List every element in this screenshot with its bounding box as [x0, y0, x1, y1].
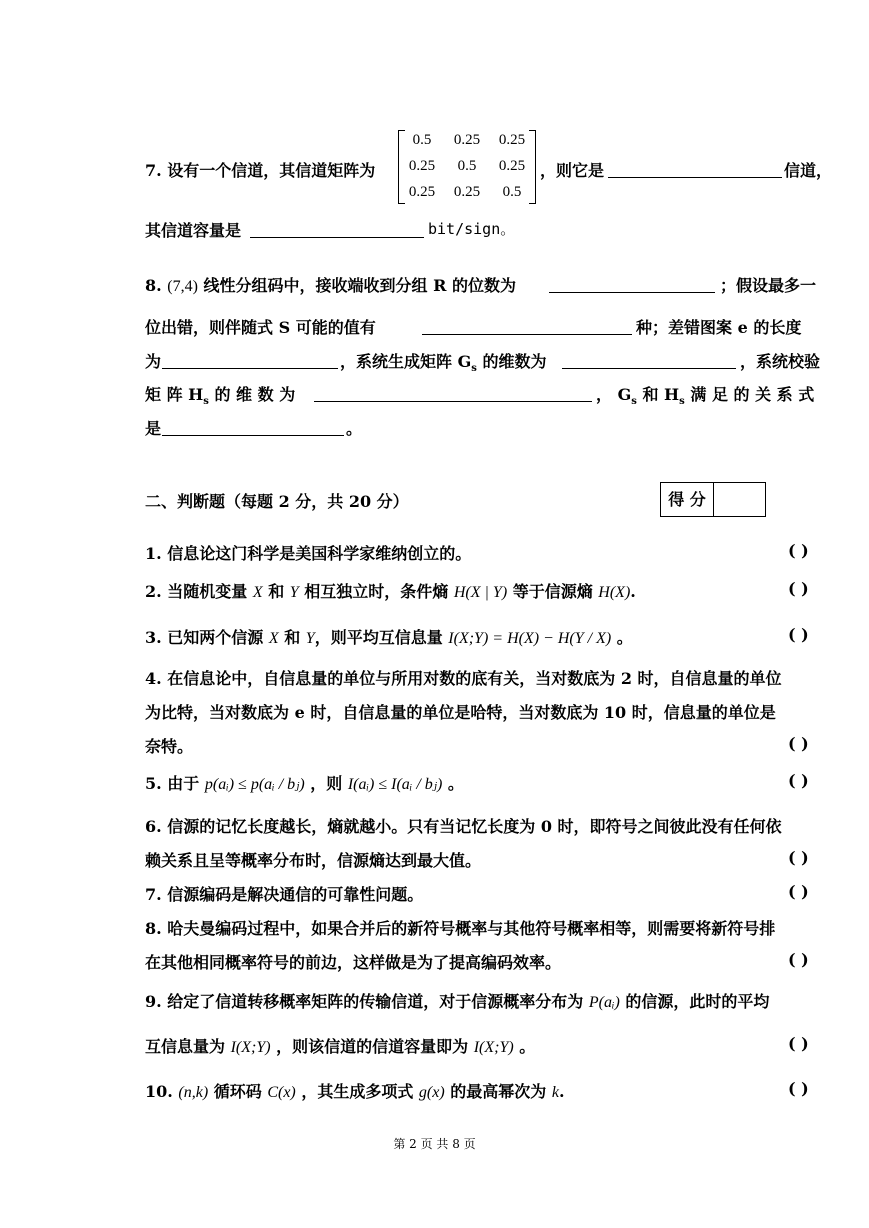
j9-dist: P(aᵢ) — [588, 994, 620, 1011]
page-footer: 第 2 页 共 8 页 — [393, 1137, 476, 1151]
answer-paren[interactable]: ( ) — [788, 625, 809, 644]
j10-nk: (n,k) — [178, 1084, 209, 1101]
q7-blank-capacity[interactable] — [250, 221, 424, 238]
q8-rel-g-sub: s — [631, 396, 637, 408]
j10-text2: ，其生成多项式 — [295, 1082, 419, 1101]
judge-item-9-line2 — [145, 1034, 535, 1057]
judge-item-4-line3: 奈特。 — [145, 737, 194, 756]
q8-rel-text: 满 足 的 关 系 式 — [684, 385, 815, 404]
j3-var-x: X — [268, 630, 279, 647]
judge-item-9-line1 — [145, 989, 769, 1012]
q8-check-sub: s — [203, 396, 209, 408]
j9-text2: 的信源，此时的平均 — [619, 992, 770, 1011]
judge-item-7: 7. 信源编码是解决通信的可靠性问题。 — [145, 885, 424, 904]
q8-rel-g: ， G — [596, 385, 632, 404]
matrix-cell: 0.25 — [498, 132, 526, 148]
q8-blank-syndrome-count[interactable] — [422, 318, 632, 335]
q8-line4-tail — [596, 382, 814, 407]
matrix-cell: 0.5 — [412, 132, 432, 148]
j9-text4: ，则该信道的信道容量即为 — [270, 1037, 474, 1056]
q8-rel-h-sub: s — [679, 396, 685, 408]
q8-blank-bits[interactable] — [549, 276, 715, 293]
j2-entropy: H(X) — [598, 584, 631, 601]
answer-paren[interactable]: ( ) — [788, 950, 809, 969]
j3-formula: I(X;Y) = H(X) − H(Y / X) — [448, 630, 612, 647]
q7-line1-prefix: 7. 设有一个信道，其信道矩阵为 — [145, 161, 376, 180]
q8-blank-gen-dim[interactable] — [562, 352, 736, 369]
q8-line1 — [145, 273, 516, 296]
q8-line5-head: 是 — [145, 419, 162, 438]
j2-cond-entropy: H(X | Y) — [453, 584, 508, 601]
q8-rel-and: 和 H — [636, 385, 680, 404]
judge-item-4-line1: 4. 在信息论中，自信息量的单位与所用对数的底有关，当对数底为 2 时，自信息量的单位 — [145, 669, 782, 688]
q8-line3-tail: ，系统校验 — [740, 352, 821, 371]
q7-line2-label: 其信道容量是 — [145, 221, 242, 240]
judge-item-6-line2: 赖关系且呈等概率分布时，信源熵达到最大值。 — [145, 851, 482, 870]
matrix-cell: 0.5 — [502, 184, 522, 200]
answer-paren[interactable]: ( ) — [788, 882, 809, 901]
q7-unit: bit/sign。 — [428, 220, 516, 238]
j2-and: 和 — [262, 582, 290, 601]
j9-text3: 互信息量为 — [145, 1037, 231, 1056]
j3-var-y: Y — [305, 630, 315, 647]
score-label: 得 分 — [661, 483, 714, 516]
q8-line5-tail: 。 — [346, 419, 363, 438]
answer-paren[interactable]: ( ) — [788, 848, 809, 867]
answer-paren[interactable]: ( ) — [788, 579, 809, 598]
j9-mi: I(X;Y) — [230, 1039, 271, 1056]
judge-item-6-line1: 6. 信源的记忆长度越长，熵就越小。只有当记忆长度为 0 时，即符号之间彼此没有任何依 — [145, 817, 782, 836]
j10-num: 10. — [145, 1082, 179, 1101]
j2-text3: 等于信源熵 — [507, 582, 599, 601]
j10-text: 循环码 — [208, 1082, 268, 1101]
q8-blank-error-length[interactable] — [162, 352, 338, 369]
channel-matrix — [398, 130, 536, 204]
q8-gen-dim-label: 的维数为 — [476, 352, 547, 371]
j3-text2: ，则平均互信息量 — [314, 628, 449, 647]
j3-end: 。 — [611, 628, 633, 647]
q8-line3-head: 为 — [145, 352, 162, 371]
q8-line4-head — [145, 382, 295, 407]
answer-paren[interactable]: ( ) — [788, 771, 809, 790]
j9-mi2: I(X;Y) — [473, 1039, 514, 1056]
matrix-cell: 0.5 — [457, 158, 477, 174]
answer-paren[interactable]: ( ) — [788, 1079, 809, 1098]
answer-paren[interactable]: ( ) — [788, 1034, 809, 1053]
judge-item-4-line2: 为比特，当对数底为 e 时，自信息量的单位是哈特，当对数底为 10 时，信息量的单位是 — [145, 703, 776, 722]
answer-paren[interactable]: ( ) — [788, 734, 809, 753]
judge-item-8-line2: 在其他相同概率符号的前边，这样做是为了提高编码效率。 — [145, 953, 562, 972]
judge-item-3 — [145, 625, 633, 648]
q8-line3-mid — [340, 349, 546, 374]
q8-line2-head: 位出错，则伴随式 S 可能的值有 — [145, 318, 376, 337]
matrix-cell: 0.25 — [408, 184, 436, 200]
q7-line1-suffix: 信道， — [784, 161, 833, 180]
j10-gx: g(x) — [418, 1084, 445, 1101]
judge-item-2 — [145, 579, 636, 602]
judge-item-8-line1: 8. 哈夫曼编码过程中，如果合并后的新符号概率与其他符号概率相等，则需要将新符号排 — [145, 919, 776, 938]
q8-blank-relation[interactable] — [162, 419, 344, 436]
j2-text2: 相互独立时，条件熵 — [298, 582, 454, 601]
j5-text: 5. 由于 — [145, 774, 205, 793]
q8-check-dim-label: 的 维 数 为 — [208, 385, 296, 404]
q8-blank-check-dim[interactable] — [314, 385, 592, 402]
j5-then: ，则 — [304, 774, 348, 793]
matrix-cell: 0.25 — [408, 158, 436, 174]
q8-line2-tail: 种；差错图案 e 的长度 — [636, 318, 802, 337]
j2-end: . — [630, 582, 636, 601]
score-box — [660, 482, 766, 517]
j10-end: . — [558, 1082, 565, 1101]
q8-num: 8. — [145, 276, 168, 295]
q8-gen-label: ，系统生成矩阵 G — [340, 352, 472, 371]
j10-k: k — [551, 1084, 559, 1101]
j3-and: 和 — [278, 628, 306, 647]
q8-line1-tail: ；假设最多一 — [720, 276, 817, 295]
q8-check-label: 矩 阵 H — [145, 385, 204, 404]
judge-item-10 — [145, 1079, 565, 1102]
j5-formula1: p(aᵢ) ≤ p(aᵢ / bⱼ) — [204, 776, 305, 793]
q8-text: 线性分组码中，接收端收到分组 R 的位数为 — [197, 276, 516, 295]
q7-line1-mid: ，则它是 — [540, 161, 605, 180]
q8-gen-sub: s — [471, 363, 477, 375]
j5-end: 。 — [442, 774, 464, 793]
j2-var-x: X — [252, 584, 263, 601]
matrix-cell: 0.25 — [453, 132, 481, 148]
j3-text: 3. 已知两个信源 — [145, 628, 269, 647]
matrix-cell: 0.25 — [498, 158, 526, 174]
q7-blank-channel-type[interactable] — [608, 161, 782, 178]
answer-paren[interactable]: ( ) — [788, 541, 809, 560]
j10-text3: 的最高幂次为 — [444, 1082, 552, 1101]
j2-var-y: Y — [289, 584, 299, 601]
judge-item-1: 1. 信息论这门科学是美国科学家维纳创立的。 — [145, 544, 472, 563]
j9-text: 9. 给定了信道转移概率矩阵的传输信道，对于信源概率分布为 — [145, 992, 589, 1011]
j5-formula2: I(aᵢ) ≤ I(aᵢ / bⱼ) — [347, 776, 443, 793]
section-title: 二、判断题（每题 2 分，共 20 分） — [145, 492, 409, 511]
j2-text: 2. 当随机变量 — [145, 582, 253, 601]
j10-cx: C(x) — [267, 1084, 296, 1101]
judge-item-5 — [145, 771, 464, 794]
q8-code: (7,4) — [167, 278, 198, 295]
j9-end: 。 — [513, 1037, 536, 1056]
matrix-cell: 0.25 — [453, 184, 481, 200]
